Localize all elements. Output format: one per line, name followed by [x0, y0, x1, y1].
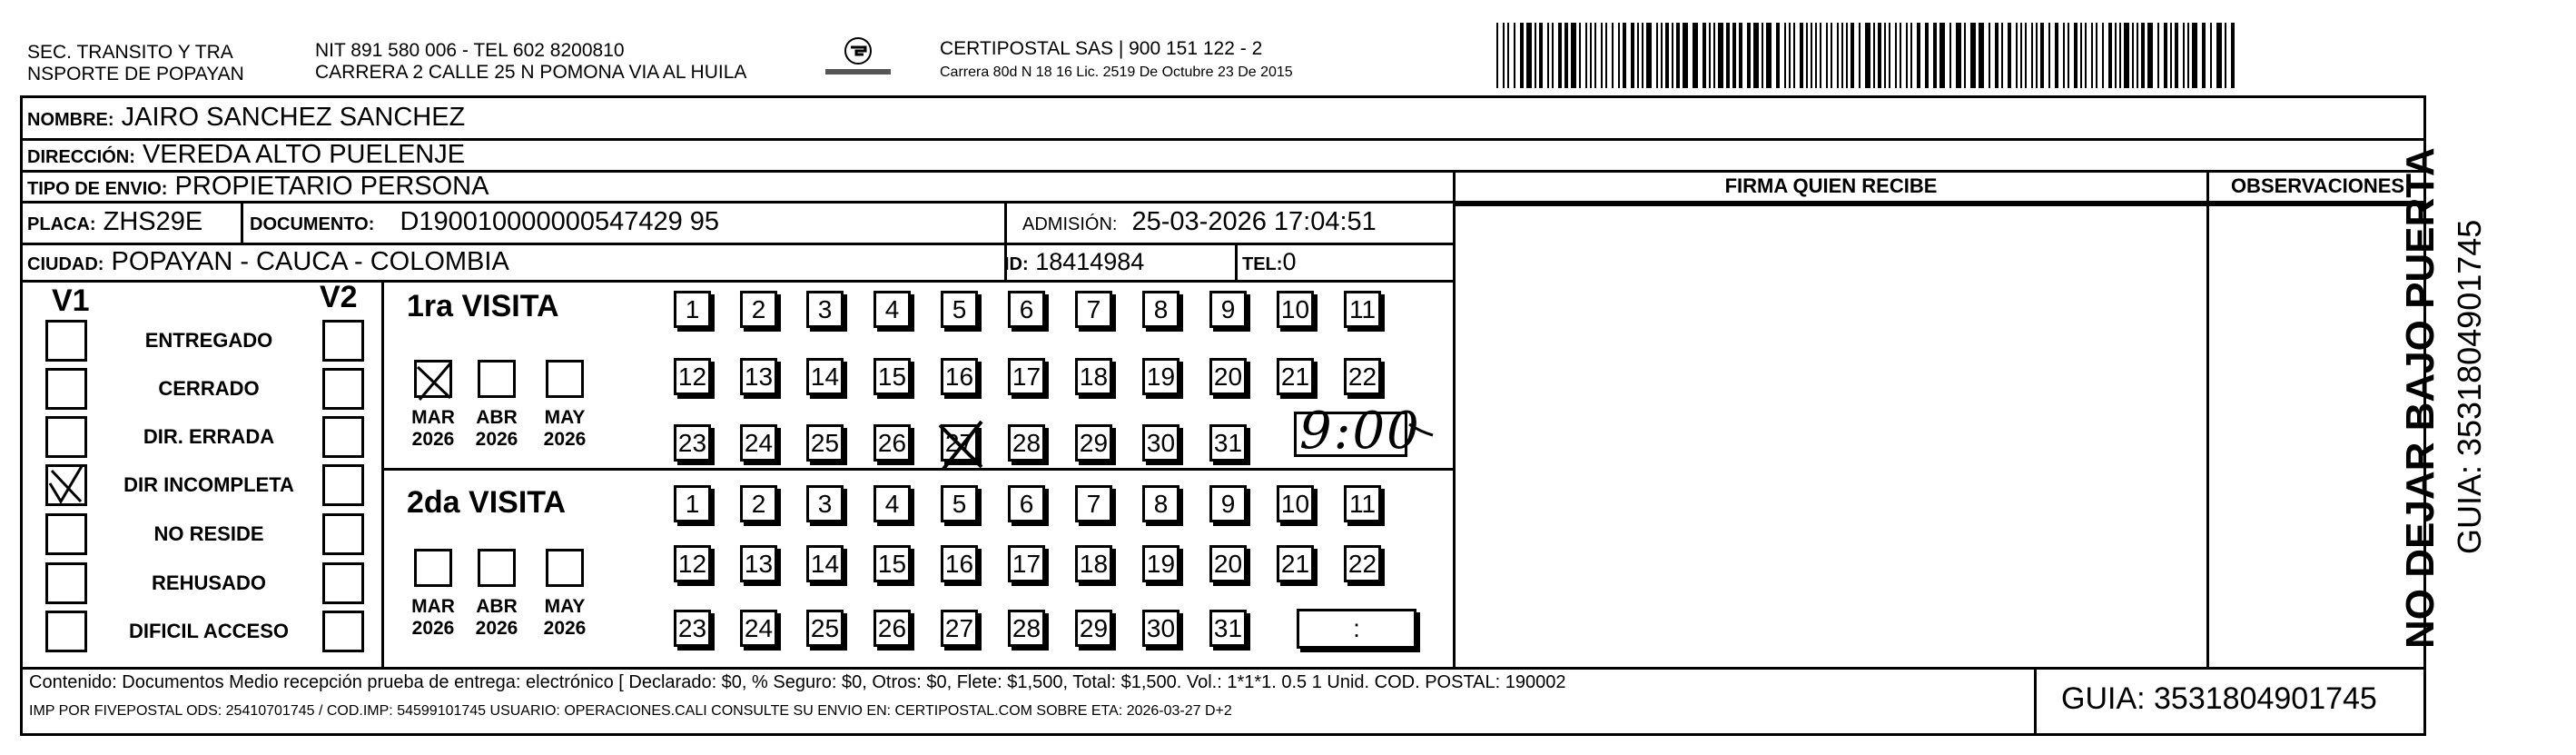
id-label: ID:: [1004, 254, 1029, 274]
second-visit-day-4[interactable]: [873, 485, 911, 522]
handwritten-time: [1294, 402, 1444, 462]
day-cross-mark-icon: [938, 420, 985, 471]
direccion-label: DIRECCIÓN:: [27, 147, 135, 167]
v1-checkbox[interactable]: [45, 513, 87, 555]
day-number: 14: [810, 550, 840, 578]
month-name: MAY: [544, 596, 586, 617]
second-visit-day-5[interactable]: [941, 485, 978, 522]
nombre-value: JAIRO SANCHEZ SANCHEZ: [121, 103, 466, 132]
day-number: 9: [1220, 295, 1236, 323]
first-visit-day-28[interactable]: [1008, 424, 1045, 462]
tipo-envio-field: [27, 172, 489, 204]
v1-checkbox[interactable]: [45, 611, 87, 652]
day-number: 25: [810, 614, 840, 642]
first-visit-month-checkbox[interactable]: [414, 360, 452, 398]
day-number: 17: [1012, 363, 1041, 391]
first-visit-month-checkbox[interactable]: [546, 360, 584, 398]
first-visit-day-24[interactable]: [740, 424, 777, 462]
first-visit-month-label: [401, 407, 465, 451]
second-visit-day-3[interactable]: [806, 485, 844, 522]
day-number: 25: [810, 429, 840, 457]
v1-checkbox[interactable]: [45, 320, 87, 362]
id-value: 18414984: [1035, 248, 1145, 275]
v2-header: V2: [320, 280, 358, 314]
state-label: DIR. ERRADA: [143, 425, 275, 448]
month-year: 2026: [475, 429, 518, 450]
documento-value: D190010000000547429 95: [400, 207, 720, 236]
first-visit-day-13[interactable]: [740, 358, 777, 395]
nit-line: NIT 891 580 006 - TEL 602 8200810: [315, 40, 625, 61]
first-visit-day-21[interactable]: [1277, 358, 1314, 395]
v2-checkbox[interactable]: [322, 611, 364, 652]
day-number: 12: [677, 363, 707, 391]
first-visit-day-16[interactable]: [941, 358, 978, 395]
first-visit-title: 1ra VISITA: [407, 289, 559, 323]
second-visit-time-box[interactable]: [1297, 609, 1416, 649]
v1-checkbox[interactable]: [45, 464, 87, 506]
day-number: 31: [1213, 614, 1243, 642]
day-number: 15: [877, 550, 907, 578]
first-visit-day-31[interactable]: [1209, 424, 1247, 462]
contents-line: Contenido: Documentos Medio recepción prueba de entrega: electrónico [ Declarado: $0, % Seguro: $0, Otros: $0, Flete: $1,500, Total: $1,500. Vol.: 1*1*1. 0.5 1 Unid. COD. POSTAL: 190002: [29, 672, 1566, 692]
firma-header: FIRMA QUIEN RECIBE: [1724, 174, 1938, 197]
tipo-envio-value: PROPIETARIO PERSONA: [174, 172, 489, 201]
company-block: [940, 38, 1293, 82]
address-line: CARRERA 2 CALLE 25 N POMONA VIA AL HUILA: [315, 62, 747, 83]
first-visit-day-22[interactable]: [1344, 358, 1381, 395]
day-number: 1: [685, 490, 700, 518]
v1-checkbox[interactable]: [45, 562, 87, 604]
second-visit-day-11[interactable]: [1344, 485, 1381, 522]
second-visit-month-checkbox[interactable]: [546, 549, 584, 587]
day-number: 10: [1280, 490, 1310, 518]
v2-checkbox[interactable]: [322, 562, 364, 604]
first-visit-day-26[interactable]: [873, 424, 911, 462]
month-name: ABR: [476, 596, 518, 617]
second-visit-day-15[interactable]: [873, 545, 911, 582]
first-visit-day-6[interactable]: [1008, 291, 1045, 328]
state-label: DIFICIL ACCESO: [128, 620, 289, 642]
day-number: 22: [1347, 550, 1377, 578]
tel-field: [1242, 247, 1296, 279]
second-visit-day-19[interactable]: [1142, 545, 1179, 582]
day-number: 19: [1146, 550, 1176, 578]
first-visit-month-checkbox[interactable]: [478, 360, 516, 398]
day-number: 17: [1012, 550, 1041, 578]
v2-checkbox[interactable]: [322, 416, 364, 458]
placa-value: ZHS29E: [103, 207, 203, 236]
day-number: 20: [1213, 363, 1243, 391]
day-number: 13: [744, 363, 774, 391]
day-number: 26: [877, 429, 907, 457]
day-number: 29: [1079, 429, 1109, 457]
day-number: 24: [744, 614, 774, 642]
documento-field: [250, 207, 719, 239]
month-name: MAY: [544, 407, 586, 428]
second-visit-title: 2da VISITA: [407, 485, 567, 520]
second-visit-day-27[interactable]: [941, 610, 978, 647]
admision-label: ADMISIÓN:: [1022, 214, 1118, 234]
day-number: 30: [1146, 429, 1176, 457]
second-visit-day-12[interactable]: [674, 545, 711, 582]
ciudad-label: CIUDAD:: [27, 254, 104, 274]
documento-label: DOCUMENTO:: [250, 214, 375, 234]
day-number: 19: [1146, 363, 1176, 391]
day-number: 18: [1079, 363, 1109, 391]
day-number: 4: [884, 295, 900, 323]
day-number: 22: [1347, 363, 1377, 391]
day-number: 8: [1153, 490, 1169, 518]
admision-field: [1022, 207, 1377, 239]
day-number: 28: [1012, 429, 1041, 457]
day-number: 20: [1213, 550, 1243, 578]
second-visit-day-8[interactable]: [1142, 485, 1179, 522]
day-number: 27: [944, 429, 974, 457]
state-label: ENTREGADO: [144, 329, 273, 352]
day-number: 30: [1146, 614, 1176, 642]
day-number: 13: [744, 550, 774, 578]
first-visit-day-15[interactable]: [873, 358, 911, 395]
day-number: 4: [884, 490, 900, 518]
v1-checkbox[interactable]: [45, 416, 87, 458]
day-number: 11: [1348, 295, 1377, 323]
direccion-value: VEREDA ALTO PUELENJE: [142, 140, 466, 169]
first-visit-month-label: [465, 407, 528, 451]
second-visit-day-20[interactable]: [1209, 545, 1247, 582]
second-visit-day-2[interactable]: [740, 485, 777, 522]
day-number: 16: [944, 363, 974, 391]
state-label: CERRADO: [158, 377, 260, 400]
v1-header: V1: [52, 283, 90, 318]
license-line: Carrera 80d N 18 16 Lic. 2519 De Octubre 23 De 2015: [940, 65, 1293, 80]
day-number: 3: [817, 295, 833, 323]
first-visit-day-17[interactable]: [1008, 358, 1045, 395]
month-year: 2026: [543, 429, 587, 450]
first-visit-day-11[interactable]: [1344, 291, 1381, 328]
day-number: 27: [944, 614, 974, 642]
month-year: 2026: [543, 618, 587, 639]
day-number: 23: [677, 614, 707, 642]
first-visit-month-label: [533, 407, 597, 451]
second-visit-day-9[interactable]: [1209, 485, 1247, 522]
first-visit-day-4[interactable]: [873, 291, 911, 328]
footer-guia: GUIA: 3531804901745: [2061, 681, 2377, 716]
second-visit-day-17[interactable]: [1008, 545, 1045, 582]
day-number: 6: [1019, 490, 1034, 518]
month-year: 2026: [475, 618, 518, 639]
day-number: 12: [677, 550, 707, 578]
day-number: 21: [1280, 363, 1310, 391]
day-number: 2: [751, 490, 766, 518]
placa-field: [27, 207, 202, 239]
second-visit-day-30[interactable]: [1142, 610, 1179, 647]
ciudad-value: POPAYAN - CAUCA - COLOMBIA: [111, 247, 509, 276]
second-visit-day-26[interactable]: [873, 610, 911, 647]
tel-value: 0: [1282, 248, 1297, 275]
first-visit-day-27[interactable]: [941, 424, 978, 462]
contact-block: [315, 40, 746, 84]
day-number: 15: [877, 363, 907, 391]
month-name: MAR: [411, 596, 455, 617]
second-visit-month-checkbox[interactable]: [478, 549, 516, 587]
admision-value: 25-03-2026 17:04:51: [1131, 207, 1377, 236]
second-visit-day-31[interactable]: [1209, 610, 1247, 647]
second-visit-month-checkbox[interactable]: [414, 549, 452, 587]
day-number: 1: [685, 295, 700, 323]
id-field: [1004, 247, 1144, 279]
second-visit-day-23[interactable]: [674, 610, 711, 647]
company-logo-icon: [822, 35, 894, 82]
first-visit-day-3[interactable]: [806, 291, 844, 328]
first-visit-day-2[interactable]: [740, 291, 777, 328]
barcode: [1496, 23, 2237, 88]
second-visit-day-22[interactable]: [1344, 545, 1381, 582]
second-visit-time-placeholder: :: [1353, 614, 1360, 642]
second-visit-day-29[interactable]: [1075, 610, 1112, 647]
day-number: 18: [1079, 550, 1109, 578]
day-number: 23: [677, 429, 707, 457]
second-visit-day-6[interactable]: [1008, 485, 1045, 522]
day-number: 6: [1019, 295, 1034, 323]
first-visit-day-10[interactable]: [1277, 291, 1314, 328]
first-visit-day-18[interactable]: [1075, 358, 1112, 395]
first-visit-day-14[interactable]: [806, 358, 844, 395]
second-visit-day-28[interactable]: [1008, 610, 1045, 647]
month-year: 2026: [411, 618, 455, 639]
day-number: 3: [817, 490, 833, 518]
day-number: 5: [952, 295, 967, 323]
month-name: ABR: [476, 407, 518, 428]
second-visit-month-label: [533, 596, 597, 640]
day-number: 14: [810, 363, 840, 391]
month-year: 2026: [411, 429, 455, 450]
day-number: 29: [1079, 614, 1109, 642]
first-visit-day-19[interactable]: [1142, 358, 1179, 395]
first-visit-day-30[interactable]: [1142, 424, 1179, 462]
placa-label: PLACA:: [27, 214, 96, 234]
second-visit-day-7[interactable]: [1075, 485, 1112, 522]
company-line: CERTIPOSTAL SAS | 900 151 122 - 2: [940, 38, 1263, 59]
day-number: 11: [1348, 490, 1377, 518]
day-number: 26: [877, 614, 907, 642]
day-number: 16: [944, 550, 974, 578]
second-visit-month-label: [401, 596, 465, 640]
first-visit-day-23[interactable]: [674, 424, 711, 462]
state-label: REHUSADO: [152, 571, 266, 594]
second-visit-day-24[interactable]: [740, 610, 777, 647]
tel-label: TEL:: [1242, 254, 1283, 274]
v1-checkbox[interactable]: [45, 368, 87, 410]
day-number: 21: [1280, 550, 1310, 578]
day-number: 7: [1086, 295, 1101, 323]
nombre-field: [27, 103, 465, 134]
imp-line: IMP POR FIVEPOSTAL ODS: 25410701745 / COD.IMP: 54599101745 USUARIO: OPERACIONES.CALI CONSULTE SU ENVIO EN: CERTIPOSTAL.COM SOBRE ETA: 2026-03-27 D+2: [29, 703, 1232, 719]
v2-checkbox[interactable]: [322, 320, 364, 362]
state-label: DIR INCOMPLETA: [123, 473, 294, 496]
day-number: 2: [751, 295, 766, 323]
first-visit-day-7[interactable]: [1075, 291, 1112, 328]
day-number: 7: [1086, 490, 1101, 518]
second-visit-day-18[interactable]: [1075, 545, 1112, 582]
v2-checkbox[interactable]: [322, 513, 364, 555]
day-number: 8: [1153, 295, 1169, 323]
sender-line-1: SEC. TRANSITO Y TRA: [27, 42, 233, 63]
state-label: NO RESIDE: [153, 522, 264, 545]
second-visit-day-1[interactable]: [674, 485, 711, 522]
v2-checkbox[interactable]: [322, 464, 364, 506]
second-visit-month-label: [465, 596, 528, 640]
day-number: 9: [1220, 490, 1236, 518]
handwritten-time-value: 9:00: [1299, 402, 1421, 461]
sender-block: [27, 42, 244, 85]
sender-line-2: NSPORTE DE POPAYAN: [27, 64, 244, 84]
second-visit-day-21[interactable]: [1277, 545, 1314, 582]
v2-checkbox[interactable]: [322, 368, 364, 410]
first-visit-day-20[interactable]: [1209, 358, 1247, 395]
day-number: 24: [744, 429, 774, 457]
day-number: 28: [1012, 614, 1041, 642]
day-number: 31: [1213, 429, 1243, 457]
second-visit-day-14[interactable]: [806, 545, 844, 582]
side-guia: GUIA: 3531804901745: [2451, 219, 2488, 554]
first-visit-day-8[interactable]: [1142, 291, 1179, 328]
second-visit-day-16[interactable]: [941, 545, 978, 582]
direccion-field: [27, 140, 465, 172]
first-visit-day-25[interactable]: [806, 424, 844, 462]
second-visit-day-10[interactable]: [1277, 485, 1314, 522]
second-visit-day-25[interactable]: [806, 610, 844, 647]
first-visit-day-5[interactable]: [941, 291, 978, 328]
first-visit-day-1[interactable]: [674, 291, 711, 328]
nombre-label: NOMBRE:: [27, 110, 114, 130]
second-visit-day-13[interactable]: [740, 545, 777, 582]
no-dejar-warning: NO DEJAR BAJO PUERTA: [2398, 147, 2443, 649]
month-name: MAR: [411, 407, 455, 428]
first-visit-day-29[interactable]: [1075, 424, 1112, 462]
tipo-envio-label: TIPO DE ENVIO:: [27, 179, 168, 199]
day-number: 5: [952, 490, 967, 518]
ciudad-field: [27, 247, 509, 279]
first-visit-day-9[interactable]: [1209, 291, 1247, 328]
day-number: 10: [1280, 295, 1310, 323]
first-visit-day-12[interactable]: [674, 358, 711, 395]
observaciones-header: OBSERVACIONES: [2230, 174, 2405, 197]
